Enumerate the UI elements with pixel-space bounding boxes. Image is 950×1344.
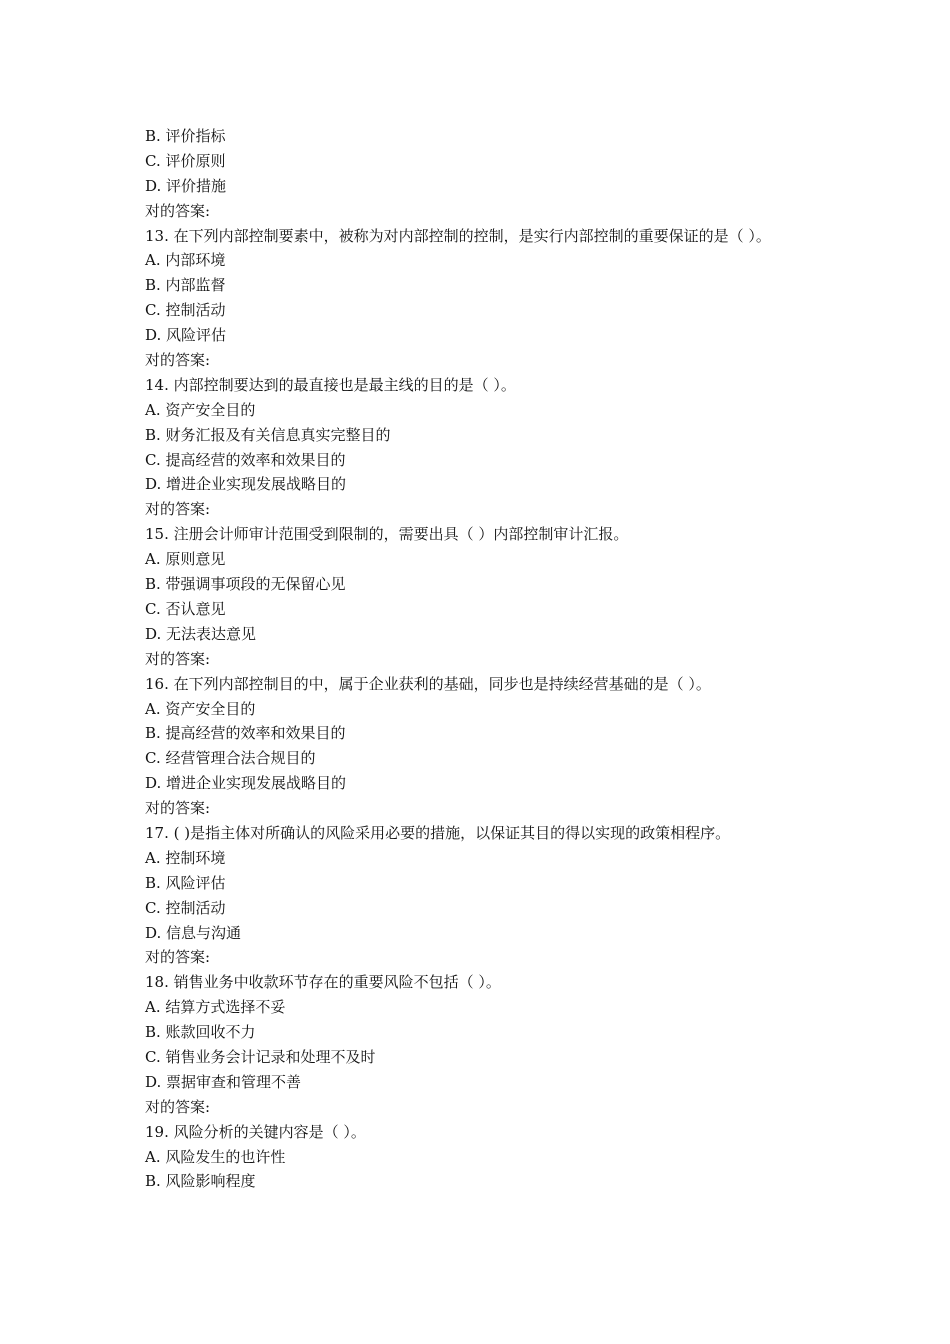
option-c: C. 否认意见 <box>145 599 226 618</box>
question-15: 15. 注册会计师审计范围受到限制的，需要出具（ ）内部控制审计汇报。 <box>145 525 629 544</box>
question-18: 18. 销售业务中收款环节存在的重要风险不包括（ ）。 <box>145 973 501 992</box>
answer-label: 对的答案: <box>145 948 211 967</box>
option-b: B. 评价指标 <box>145 127 226 145</box>
option-b: B. 风险影响程度 <box>145 1172 256 1191</box>
option-d: D. 风险评估 <box>145 326 227 345</box>
option-b: B. 提高经营的效率和效果目的 <box>145 724 346 743</box>
option-b: B. 带强调事项段的无保留心见 <box>145 575 346 594</box>
answer-label: 对的答案: <box>145 201 211 220</box>
option-a: A. 资产安全目的 <box>145 400 256 419</box>
option-c: C. 销售业务会计记录和处理不及时 <box>145 1047 376 1066</box>
option-a: A. 结算方式选择不妥 <box>145 998 286 1017</box>
option-d: D. 无法表达意见 <box>145 624 257 643</box>
option-c: C. 控制活动 <box>145 301 226 320</box>
option-d: D. 评价措施 <box>145 176 227 195</box>
question-13: 13. 在下列内部控制要素中，被称为对内部控制的控制，是实行内部控制的重要保证的是（ ）。 <box>145 226 771 245</box>
option-b: B. 风险评估 <box>145 873 226 892</box>
option-a: A. 资产安全目的 <box>145 699 256 718</box>
question-16: 16. 在下列内部控制目的中，属于企业获利的基础，同步也是持续经营基础的是（ ）。 <box>145 674 711 693</box>
answer-label: 对的答案: <box>145 649 211 668</box>
option-c: C. 经营管理合法合规目的 <box>145 749 316 768</box>
answer-label: 对的答案: <box>145 799 211 818</box>
option-d: D. 增进企业实现发展战略目的 <box>145 774 347 793</box>
option-c: C. 控制活动 <box>145 898 226 917</box>
option-b: B. 财务汇报及有关信息真实完整目的 <box>145 425 391 444</box>
option-a: A. 原则意见 <box>145 550 226 569</box>
option-d: D. 票据审查和管理不善 <box>145 1072 302 1091</box>
option-d: D. 增进企业实现发展战略目的 <box>145 475 347 494</box>
option-a: A. 控制环境 <box>145 848 226 867</box>
question-14: 14. 内部控制要达到的最直接也是最主线的目的是（ ）。 <box>145 375 516 394</box>
option-d: D. 信息与沟通 <box>145 923 242 942</box>
option-b: B. 内部监督 <box>145 276 226 295</box>
option-a: A. 内部环境 <box>145 251 226 270</box>
option-c: C. 提高经营的效率和效果目的 <box>145 450 346 469</box>
answer-label: 对的答案: <box>145 1097 211 1116</box>
option-a: A. 风险发生的也许性 <box>145 1147 286 1166</box>
option-b: B. 账款回收不力 <box>145 1023 256 1042</box>
answer-label: 对的答案: <box>145 351 211 370</box>
question-19: 19. 风险分析的关键内容是（ ）。 <box>145 1122 366 1141</box>
document-page <box>145 124 810 1194</box>
option-c: C. 评价原则 <box>145 151 226 170</box>
answer-label: 对的答案: <box>145 500 211 519</box>
question-17: 17. ( )是指主体对所确认的风险采用必要的措施，以保证其目的得以实现的政策相程序。 <box>145 823 731 842</box>
